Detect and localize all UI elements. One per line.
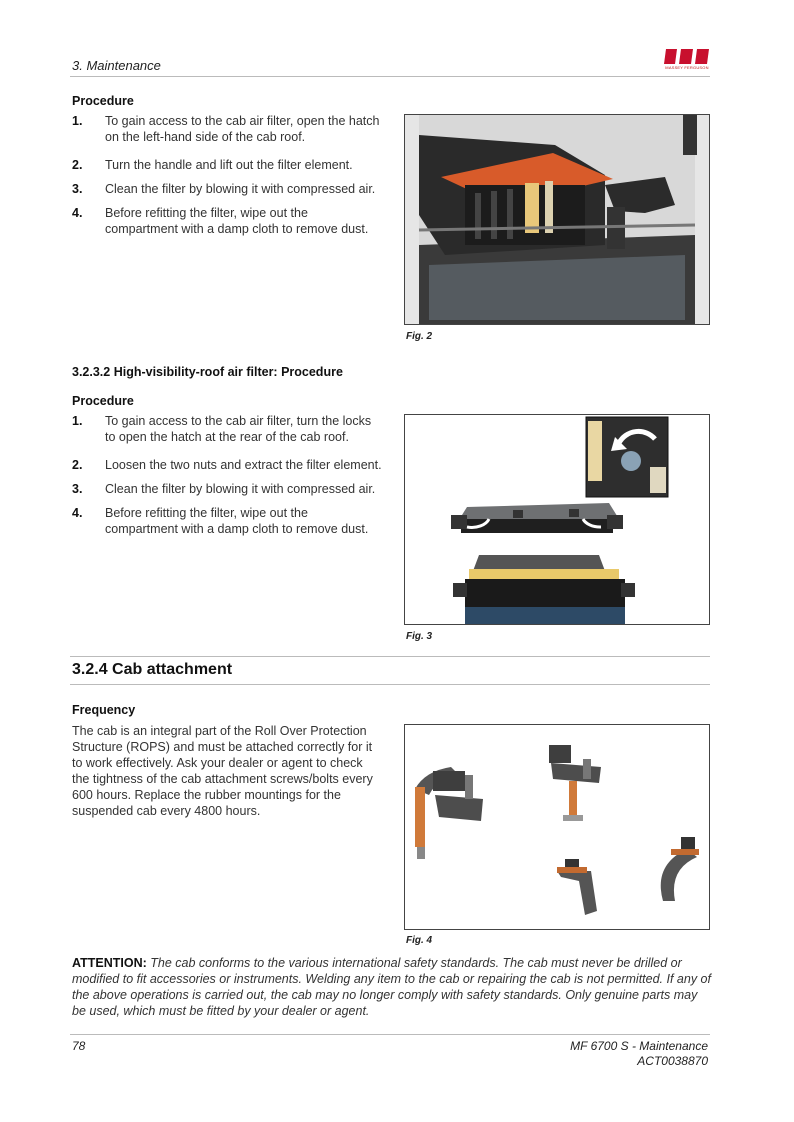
- procedure-step: 2. Turn the handle and lift out the filter element.: [72, 158, 353, 172]
- procedure-heading: Procedure: [72, 394, 134, 408]
- page-number: 78: [72, 1039, 86, 1053]
- procedure-step: 2. Loosen the two nuts and extract the filter element.: [72, 458, 382, 472]
- figure-4-caption: Fig. 4: [406, 935, 433, 946]
- attention-label: ATTENTION:: [72, 956, 147, 970]
- header-divider: [70, 76, 710, 77]
- section-divider-top: [70, 656, 710, 657]
- footer-doc-title: MF 6700 S - Maintenance: [570, 1039, 708, 1053]
- figure-3-image: [404, 414, 710, 625]
- procedure-step: 3. Clean the filter by blowing it with compressed air.: [72, 182, 376, 196]
- section-title: 3.2.4 Cab attachment: [72, 661, 233, 678]
- footer-doc-code: ACT0038870: [637, 1054, 708, 1068]
- figure-2-caption: Fig. 2: [406, 331, 433, 342]
- procedure-steps: [72, 113, 382, 245]
- procedure-step: 1. To gain access to the cab air filter, open the hatch on the left-hand side of the cab roof.: [72, 114, 380, 144]
- footer-divider: [70, 1034, 710, 1035]
- subsection-heading: 3.2.3.2 High-visibility-roof air filter: Procedure: [72, 365, 343, 379]
- section-divider-bottom: [70, 684, 710, 685]
- figure-2-image: [404, 114, 710, 325]
- procedure-step: 3. Clean the filter by blowing it with compressed air.: [72, 482, 376, 496]
- frequency-heading: Frequency: [72, 703, 136, 717]
- procedure-step: 1. To gain access to the cab air filter, turn the locks to open the hatch at the rear of the cab roof.: [72, 414, 372, 444]
- footer-doc-info: [570, 1039, 708, 1069]
- procedure-heading: Procedure: [72, 94, 134, 108]
- procedure-step: 4. Before refitting the filter, wipe out the compartment with a damp cloth to remove dust.: [72, 206, 369, 236]
- procedure-step: 4. Before refitting the filter, wipe out the compartment with a damp cloth to remove dust.: [72, 506, 369, 536]
- brand-logo: MASSEY FERGUSON: [664, 47, 710, 73]
- attention-text: The cab conforms to the various international safety standards. The cab must never be drilled or modified to fit accessories or instruments. Welding any item to the cab or repairing the cab is not permitted. If any of the above operations is carried out, the cab may no longer comply with safety standards. Only genuine parts may be used, which must be fitted by your dealer or agent.: [72, 956, 711, 1018]
- figure-3-caption: Fig. 3: [406, 631, 433, 642]
- procedure-steps: [72, 413, 382, 545]
- attention-note: [72, 955, 712, 1019]
- figure-4-image: [404, 724, 710, 930]
- running-header: 3. Maintenance: [72, 58, 161, 73]
- frequency-paragraph: The cab is an integral part of the Roll Over Protection Structure (ROPS) and must be attached correctly for it to work effectively. Ask your dealer or agent to check the tightness of the cab attachment screws/bolts every 600 hours. Replace the rubber mountings for the suspended cab every 4800 hours.: [72, 724, 373, 818]
